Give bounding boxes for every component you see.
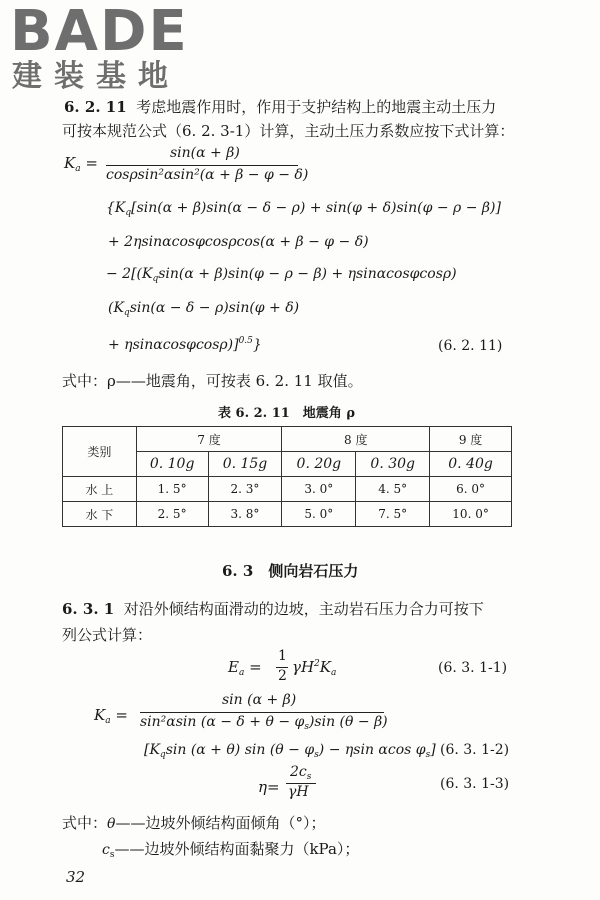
table-header-accel: 0. 30g <box>356 452 430 477</box>
formula-line: − $2[(K_q\sin(\alpha + \beta)\sin(\varphi - \rho - \beta) + \eta\sin\alpha\cos\varphi\cos\rho)$ <box>106 266 457 284</box>
table-cell: 7. 5° <box>356 502 430 527</box>
section-heading: 6. 3 侧向岩石压力 <box>222 562 359 580</box>
formula-lhs: $E_a$ = <box>228 658 262 678</box>
formula-denominator: cosρsin²αsin²(α + β − φ − δ) <box>106 167 309 183</box>
formula-line: + 2ηsinαcosφcosρcos(α + β − φ − δ) <box>108 234 369 250</box>
fraction-bar <box>106 165 298 166</box>
section-6-2-11 <box>64 96 496 118</box>
formula-lhs: $K_a$ = <box>94 706 128 726</box>
paragraph-line: 考虑地震作用时，作用于支护结构上的地震主动土压力 <box>136 98 497 116</box>
where-clause: 式中：ρ——地震角，可按表 6. 2. 11 取值。 <box>62 372 363 390</box>
table-header-category: 类别 <box>63 427 137 477</box>
formula-numerator: sin(α + β) <box>170 145 240 161</box>
logo-subtitle: 建装基地 <box>12 59 180 94</box>
fraction-bar <box>140 712 384 713</box>
equation-number: (6. 2. 11) <box>438 338 503 354</box>
table-header-accel: 0. 40g <box>430 452 512 477</box>
formula-line: + ηsinαcosφcosρ)]$^{0.5}$} <box>108 336 262 353</box>
formula-lhs: η= <box>258 778 280 796</box>
table-row <box>63 502 512 527</box>
table-header-row <box>63 427 512 452</box>
table-header-group: 8 度 <box>282 427 430 452</box>
table-cell: 5. 0° <box>282 502 356 527</box>
seismic-angle-table <box>62 426 512 527</box>
page-number: 32 <box>66 868 86 886</box>
paragraph-line: 列公式计算： <box>62 626 153 644</box>
formula-line: ($K_q\sin(\alpha - \delta - \rho)\sin(\varphi + \delta)$ <box>108 300 300 318</box>
table-cell: 10. 0° <box>430 502 512 527</box>
equation-number: (6. 3. 1-1) <box>438 660 508 676</box>
equation-number: (6. 3. 1-2) <box>440 742 510 758</box>
table-row-label: 水 上 <box>63 477 137 502</box>
table-cell: 6. 0° <box>430 477 512 502</box>
formula-numerator: sin (α + β) <box>222 692 297 708</box>
formula-rhs: $\gamma H^2K_a$ <box>292 658 337 678</box>
section-number: 6. 2. 11 <box>64 98 127 116</box>
fraction-numerator: $2c_s$ <box>290 764 312 782</box>
fraction-denominator: 2 <box>278 668 287 684</box>
formula-line: {$K_q[\sin(\alpha + \beta)\sin(\alpha - \delta - \rho) + \sin(\varphi + \delta)\sin(\varphi - \rho - \beta)]$ <box>106 200 501 218</box>
where-clause: $c_s——$边坡外倾结构面黏聚力（kPa）； <box>102 840 360 860</box>
where-clause: 式中：θ——边坡外倾结构面倾角（°）； <box>62 814 326 832</box>
table-row <box>63 477 512 502</box>
table-header-accel: 0. 20g <box>282 452 356 477</box>
paragraph-line: 对沿外倾结构面滑动的边坡，主动岩石压力合力可按下 <box>123 600 484 618</box>
table-header-group: 9 度 <box>430 427 512 452</box>
table-header-accel: 0. 15g <box>208 452 282 477</box>
table-caption: 表 6. 2. 11 地震角 ρ <box>218 406 355 421</box>
logo-wordmark: BADE <box>10 0 189 64</box>
formula-line: [$K_q\sin$ (α + θ) $\sin (\theta - \varphi_s) - \eta\sin$ αcos $\varphi_s$] <box>144 742 436 760</box>
formula-denominator: sin²αsin $(\alpha - \delta + \theta - \varphi_s)\sin$ (θ − β) <box>140 714 388 732</box>
section-number: 6. 3. 1 <box>62 600 115 618</box>
table-cell: 1. 5° <box>136 477 208 502</box>
formula-lhs: $K_a$ = <box>64 154 98 174</box>
paragraph-line: 可按本规范公式（6. 2. 3-1）计算，主动土压力系数应按下式计算： <box>62 122 515 140</box>
fraction-numerator: 1 <box>278 648 287 664</box>
table-cell: 3. 0° <box>282 477 356 502</box>
table-cell: 4. 5° <box>356 477 430 502</box>
fraction-denominator: γH <box>288 784 309 800</box>
table-cell: 3. 8° <box>208 502 282 527</box>
table-row-label: 水 下 <box>63 502 137 527</box>
section-6-3-1 <box>62 598 484 620</box>
table-cell: 2. 5° <box>136 502 208 527</box>
table-header-accel: 0. 10g <box>136 452 208 477</box>
table-cell: 2. 3° <box>208 477 282 502</box>
table-header-group: 7 度 <box>136 427 282 452</box>
equation-number: (6. 3. 1-3) <box>440 776 510 792</box>
